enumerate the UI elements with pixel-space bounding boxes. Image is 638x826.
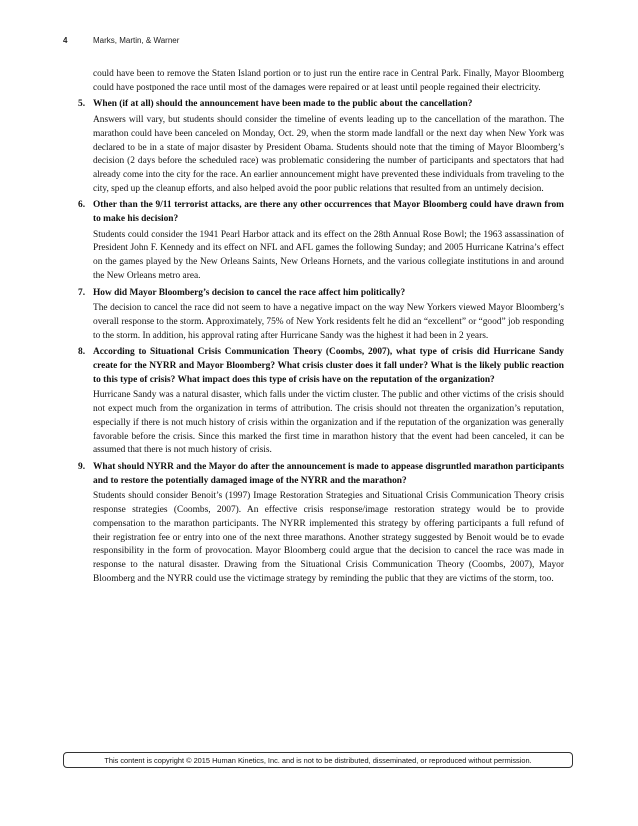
answer-6: Students could consider the 1941 Pearl Harbor attack and its effect on the 28th Annual Rose Bowl; the 1963 assassination of President John F. Kennedy and its effect on NFL and AFL games the following Sunday; and 2005 Hurricane Katrina’s effect on the games played by the New Orleans Saints, New Orleans Hornets, and the various collegiate institutions in and around the New Orleans metro area. — [93, 229, 564, 281]
question-9 — [78, 461, 564, 488]
document-body — [78, 68, 564, 586]
question-text: According to Situational Crisis Communication Theory (Coombs, 2007), what type of crisis did Hurricane Sandy create for the NYRR and Mayor Bloomberg? What crisis cluster does it fall under? What is the likely public reaction to this type of crisis? What impact does this type of crisis have on the reputation of the organization? — [93, 347, 564, 385]
qa-item-7 — [78, 287, 564, 344]
question-text: When (if at all) should the announcement have been made to the public about the cancellation? — [93, 99, 473, 110]
qa-item-5 — [78, 98, 564, 196]
intro-paragraph: could have been to remove the Staten Island portion or to just run the entire race in Central Park. Finally, Mayor Bloomberg could have postponed the race until most of the damages were repaired or at least until people regained their electricity. — [93, 69, 564, 93]
question-5 — [78, 98, 564, 112]
header-authors: Marks, Martin, & Warner — [93, 36, 180, 45]
copyright-text: This content is copyright © 2015 Human Kinetics, Inc. and is not to be distributed, disseminated, or reproduced without permission. — [104, 755, 532, 765]
qa-item-9 — [78, 461, 564, 586]
copyright-notice — [63, 752, 573, 768]
question-7 — [78, 287, 564, 301]
answer-5: Answers will vary, but students should consider the timeline of events leading up to the cancellation of the marathon. The marathon could have been canceled on Monday, Oct. 29, when the storm made landfall or the next day when New York was declared to be in a state of major disaster by President Obama. Students should note that the timing of Mayor Bloomberg’s decision (2 days before the scheduled race) was problematic considering the number of participants and spectators that had already come into the city for the race. An earlier announcement might have prevented these individuals from traveling to the city, sped up the cleanup efforts, and also helped avoid the poor public relations that resulted from an untimely decision. — [93, 115, 564, 194]
running-header — [63, 36, 179, 45]
answer-9: Students should consider Benoit’s (1997) Image Restoration Strategies and Situational Crisis Communication Theory crisis response strategies (Coombs, 2007). An effective crisis response/image restoration strategy would be to provide compensation to the marathon participants. The NYRR implemented this strategy by offering participants a full refund of their registration fee or entry into one of the next three marathons. Another strategy suggested by Benoit would be to evade responsibility in the form of provocation. Mayor Bloomberg could argue that the decision to cancel the race was made in response to the natural disaster. Drawing from the Situational Crisis Communication Theory (Coombs, 2007), Mayor Bloomberg and the NYRR could use the victimage strategy by reminding the public that they are victims of the storm, too. — [93, 491, 564, 584]
question-number: 8. — [78, 347, 86, 358]
question-6 — [78, 199, 564, 226]
question-text: What should NYRR and the Mayor do after the announcement is made to appease disgruntled marathon participants and to restore the potentially damaged image of the NYRR and the marathon? — [93, 461, 564, 486]
answer-8: Hurricane Sandy was a natural disaster, which falls under the victim cluster. The public and other victims of the crisis should not expect much from the organization in terms of attribution. The crisis should not threaten the organization’s reputation, especially if there is not much history of crisis within the organization and if the reputation of the organization was generally favorable before the crisis. Since this marked the first time in marathon history that the event had been canceled, it can be assumed that there is not much history of crisis. — [93, 390, 564, 456]
qa-item-6 — [78, 199, 564, 283]
question-number: 7. — [78, 287, 86, 298]
question-number: 5. — [78, 99, 86, 110]
page-number: 4 — [63, 36, 68, 45]
question-8 — [78, 346, 564, 387]
answer-7: The decision to cancel the race did not seem to have a negative impact on the way New Yorkers viewed Mayor Bloomberg’s overall response to the storm. Approximately, 75% of New York residents felt he did an “excellent” or “good” job responding to the storm. In addition, his approval rating after Hurricane Sandy was the highest it had been in 2 years. — [93, 303, 564, 341]
question-number: 9. — [78, 461, 86, 472]
question-text: How did Mayor Bloomberg’s decision to cancel the race affect him politically? — [93, 287, 406, 298]
question-text: Other than the 9/11 terrorist attacks, are there any other occurrences that Mayor Bloomberg could have drawn from to make his decision? — [93, 200, 564, 225]
question-number: 6. — [78, 200, 86, 211]
qa-item-8 — [78, 346, 564, 458]
